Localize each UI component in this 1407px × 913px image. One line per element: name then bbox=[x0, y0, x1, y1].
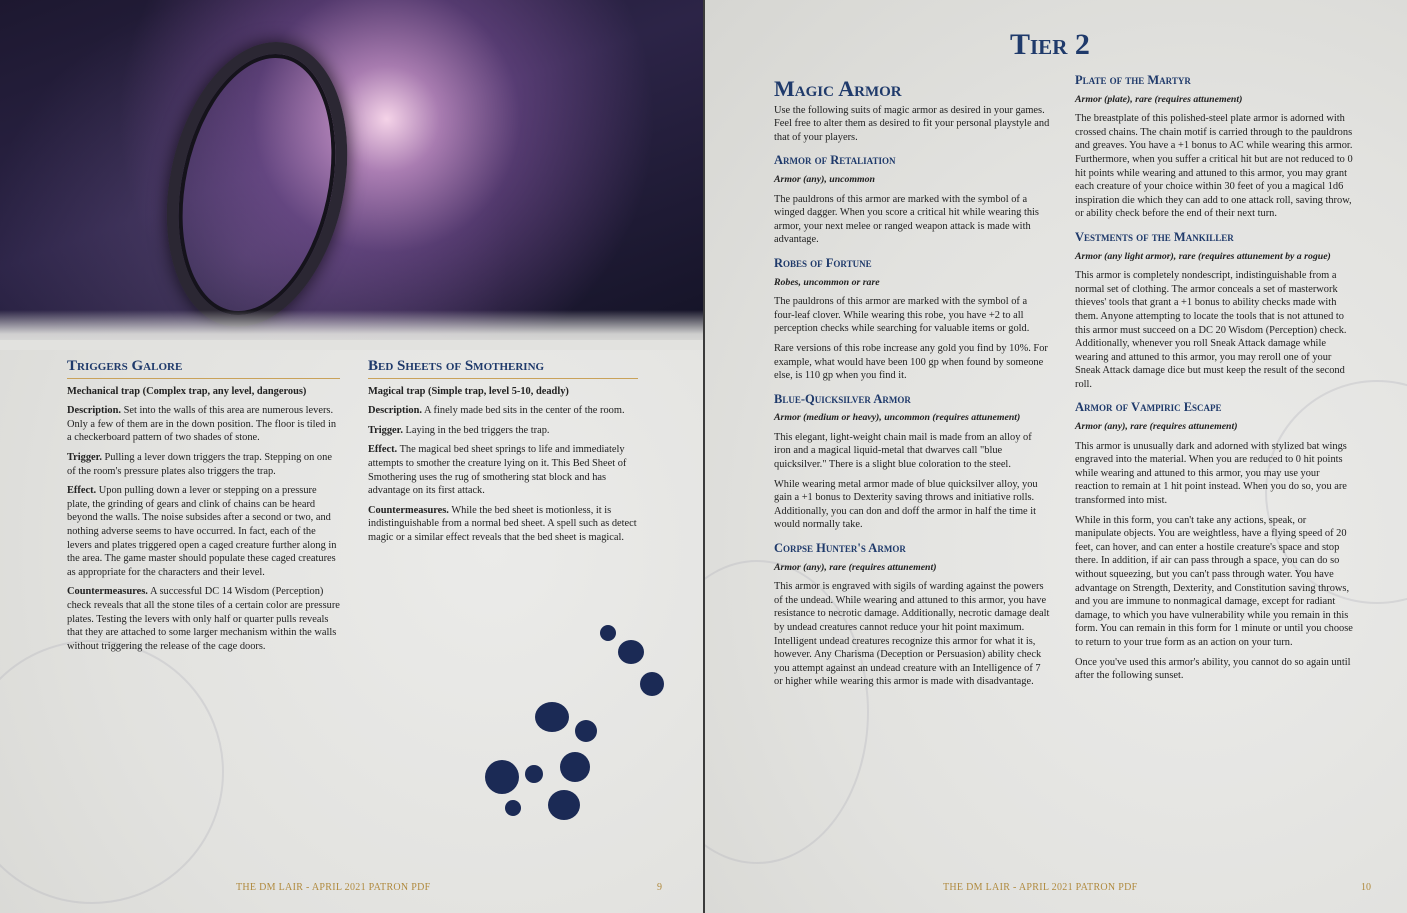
description-text: A finely made bed sits in the center of the room. bbox=[424, 405, 625, 417]
magic-armor-column bbox=[774, 76, 1050, 695]
countermeasures-paragraph bbox=[67, 585, 340, 653]
page-number: 9 bbox=[657, 882, 662, 893]
description-paragraph bbox=[67, 404, 340, 445]
description-text: Set into the walls of this area are numerous levers. Only a few of them are in the down position. The floor is tiled in a checkerboard pattern of two shades of stone. bbox=[67, 405, 337, 444]
left-page bbox=[0, 0, 703, 913]
item-name: Robes of Fortune bbox=[774, 255, 872, 270]
item-paragraph: This elegant, light-weight chain mail is made from an alloy of iron and a magical liquid-metal that dwarves call "blue quicksilver." There is a slight blue coloration to the steel. bbox=[774, 431, 1032, 471]
armor-column-2 bbox=[1075, 74, 1353, 689]
item-name: Vestments of the Mankiller bbox=[1075, 229, 1234, 244]
triggers-galore-column bbox=[67, 360, 340, 659]
item-paragraph: The breastplate of this polished-steel plate armor is adorned with crossed chains. The chain motif is carried through to the pauldrons and greaves. You have a +1 bonus to AC while wearing this armor. Furthermore, when you suffer a critical hit but are not reduced to 0 hit points while wearing and attuned to this armor, you may grant each creature of your choice within 30 feet of you a magical 1d6 inspiration die which they can add to one attack roll, saving throw, or ability check before the end of their next turn. bbox=[1075, 113, 1353, 220]
countermeasures-paragraph bbox=[368, 504, 638, 545]
item-type: Robes, uncommon or rare bbox=[774, 276, 880, 288]
section-title: Triggers Galore bbox=[67, 360, 340, 379]
right-page bbox=[705, 0, 1407, 913]
description-label: Description. bbox=[368, 405, 422, 417]
countermeasures-label: Countermeasures. bbox=[368, 504, 449, 516]
item-paragraph: While in this form, you can't take any actions, speak, or manipulate objects. You are weightless, have a flying speed of 20 feet, can hover, and can enter a hostile creature's space and stop there. In addition, if air can pass through a space, you can do so without squeezing, but you can't pass through water. You have advantage on Strength, Dexterity, and Constitution saving throws, and you are immune to nonmagical damage, except for radiant damage, to which you have vulnerability while you remain in this form. You can remain in this form for 1 minute or until you choose to return to your true form as an action on your turn. bbox=[1075, 514, 1353, 648]
item-name: Blue-Quicksilver Armor bbox=[774, 391, 911, 406]
trigger-text: Pulling a lever down triggers the trap. Stepping on one of the room's pressure plates also triggers the trap. bbox=[67, 451, 332, 477]
ornate-mirror-image bbox=[142, 25, 372, 344]
trigger-label: Trigger. bbox=[67, 451, 102, 463]
effect-label: Effect. bbox=[67, 485, 97, 497]
item-name: Armor of Retaliation bbox=[774, 153, 896, 168]
item-type: Armor (any light armor), rare (requires attunement by a rogue) bbox=[1075, 250, 1331, 262]
item-paragraph: The pauldrons of this armor are marked with the symbol of a four-leaf clover. While wearing this robe, you have +2 to all perception checks while searching for valuable items or gold. bbox=[774, 296, 1030, 335]
trap-type: Mechanical trap (Complex trap, any level, dangerous) bbox=[67, 385, 307, 397]
background-swirl bbox=[0, 640, 224, 904]
trigger-label: Trigger. bbox=[368, 424, 403, 436]
mirror-illustration bbox=[0, 0, 703, 340]
intro-paragraph: Use the following suits of magic armor as desired in your games. Feel free to alter them as desired to fit your personal playstyle and that of your players. bbox=[774, 104, 1050, 143]
countermeasures-label: Countermeasures. bbox=[67, 586, 148, 598]
item-name: Armor of Vampiric Escape bbox=[1075, 400, 1222, 415]
item-paragraph: This armor is unusually dark and adorned with stylized bat wings engraved into the material. When you are reduced to 0 hit points while wearing and attuned to this armor, you may use your reaction to remain at 1 hit point instead. When you do so, you are transformed into mist. bbox=[1075, 440, 1347, 507]
trigger-paragraph bbox=[368, 424, 638, 438]
trap-type: Magical trap (Simple trap, level 5-10, deadly) bbox=[368, 385, 569, 397]
effect-label: Effect. bbox=[368, 444, 398, 456]
trigger-text: Laying in the bed triggers the trap. bbox=[405, 424, 550, 436]
description-paragraph bbox=[368, 404, 638, 418]
page-number: 10 bbox=[1361, 882, 1371, 893]
page-footer: THE DM LAIR - APRIL 2021 PATRON PDF bbox=[236, 882, 431, 893]
item-type: Armor (any), rare (requires attunement) bbox=[774, 561, 937, 573]
item-type: Armor (plate), rare (requires attunement) bbox=[1075, 93, 1243, 105]
item-paragraph: Once you've used this armor's ability, you cannot do so again until after the following sunset. bbox=[1075, 656, 1351, 682]
effect-paragraph bbox=[67, 484, 340, 579]
page-footer: THE DM LAIR - APRIL 2021 PATRON PDF bbox=[943, 882, 1138, 893]
effect-text: The magical bed sheet springs to life and immediately attempts to smother the creature lying on it. This Bed Sheet of Smothering uses the rug of smothering stat block and has advantage on its first attack. bbox=[368, 444, 627, 497]
countermeasures-text: While the bed sheet is motionless, it is indistinguishable from a normal bed sheet. A spell such as detect magic or a similar effect reveals that the bed sheet is magical. bbox=[368, 504, 637, 543]
item-paragraph: This armor is engraved with sigils of warding against the powers of the undead. While wearing and attuned to this armor, you have resistance to necrotic damage. Additionally, necrotic damage dealt by undead creatures cannot reduce your hit point maximum. Intelligent undead creatures recognize this armor for what it is, however. Any Charisma (Deception or Persuasion) ability check you attempt against an undead creature with an Intelligence of 7 or higher while wearing this armor is made with disadvantage. bbox=[774, 581, 1050, 688]
magic-armor-heading: Magic Armor bbox=[774, 76, 902, 101]
item-name: Plate of the Martyr bbox=[1075, 73, 1191, 87]
item-paragraph: Rare versions of this robe increase any gold you find by 10%. For example, what would have been 100 gp when found by someone else, is 110 gp when you find it. bbox=[774, 342, 1048, 382]
item-type: Armor (any), rare (requires attunement) bbox=[1075, 421, 1238, 433]
mist-edge bbox=[0, 310, 703, 350]
description-label: Description. bbox=[67, 405, 121, 417]
trigger-paragraph bbox=[67, 451, 340, 478]
countermeasures-text: A successful DC 14 Wisdom (Perception) check reveals that all the stone tiles of a certain color are pressure plates. Testing the levers with only half or quarter pulls reveals that they are attached to some larger mechanism within the walls without triggering the release of the cage doors. bbox=[67, 586, 340, 652]
tier-title: Tier 2 bbox=[1010, 28, 1090, 61]
item-paragraph: The pauldrons of this armor are marked with the symbol of a winged dagger. When you score a critical hit while wearing this armor, your next melee or ranged weapon attack is made with advantage. bbox=[774, 193, 1039, 246]
item-type: Armor (any), uncommon bbox=[774, 173, 875, 185]
bed-sheets-column bbox=[368, 360, 638, 551]
section-title: Bed Sheets of Smothering bbox=[368, 360, 638, 379]
item-paragraph: While wearing metal armor made of blue quicksilver alloy, you gain a +1 bonus to Dexterity saving throws and initiative rolls. Additionally, you can don and doff the armor in half the time it would normally take. bbox=[774, 478, 1038, 531]
item-type: Armor (medium or heavy), uncommon (requires attunement) bbox=[774, 412, 1021, 424]
effect-paragraph bbox=[368, 443, 638, 497]
item-name: Corpse Hunter's Armor bbox=[774, 541, 906, 556]
effect-text: Upon pulling down a lever or stepping on a pressure plate, the grinding of gears and clink of chains can be heard beyond the walls. The noise subsides after a second or two, and nothing adverse seems to have occurred. In fact, each of the levers and plates triggered open a caged creature further along in the area. The game master should populate these caged creatures as appropriate for the characters and their level. bbox=[67, 485, 337, 578]
item-paragraph: This armor is completely nondescript, indistinguishable from a normal set of clothing. The armor conceals a set of masterwork thieves' tools that grant a +1 bonus to ability checks made with them. Anyone attempting to locate the tools that is not attuned to this armor must succeed on a DC 20 Wisdom (Perception) check. Additionally, whenever you roll Sneak Attack damage while wearing and attuned to this armor, you may reroll one of your Sneak Attack damage dice but must keep the result of the second roll. bbox=[1075, 270, 1347, 390]
